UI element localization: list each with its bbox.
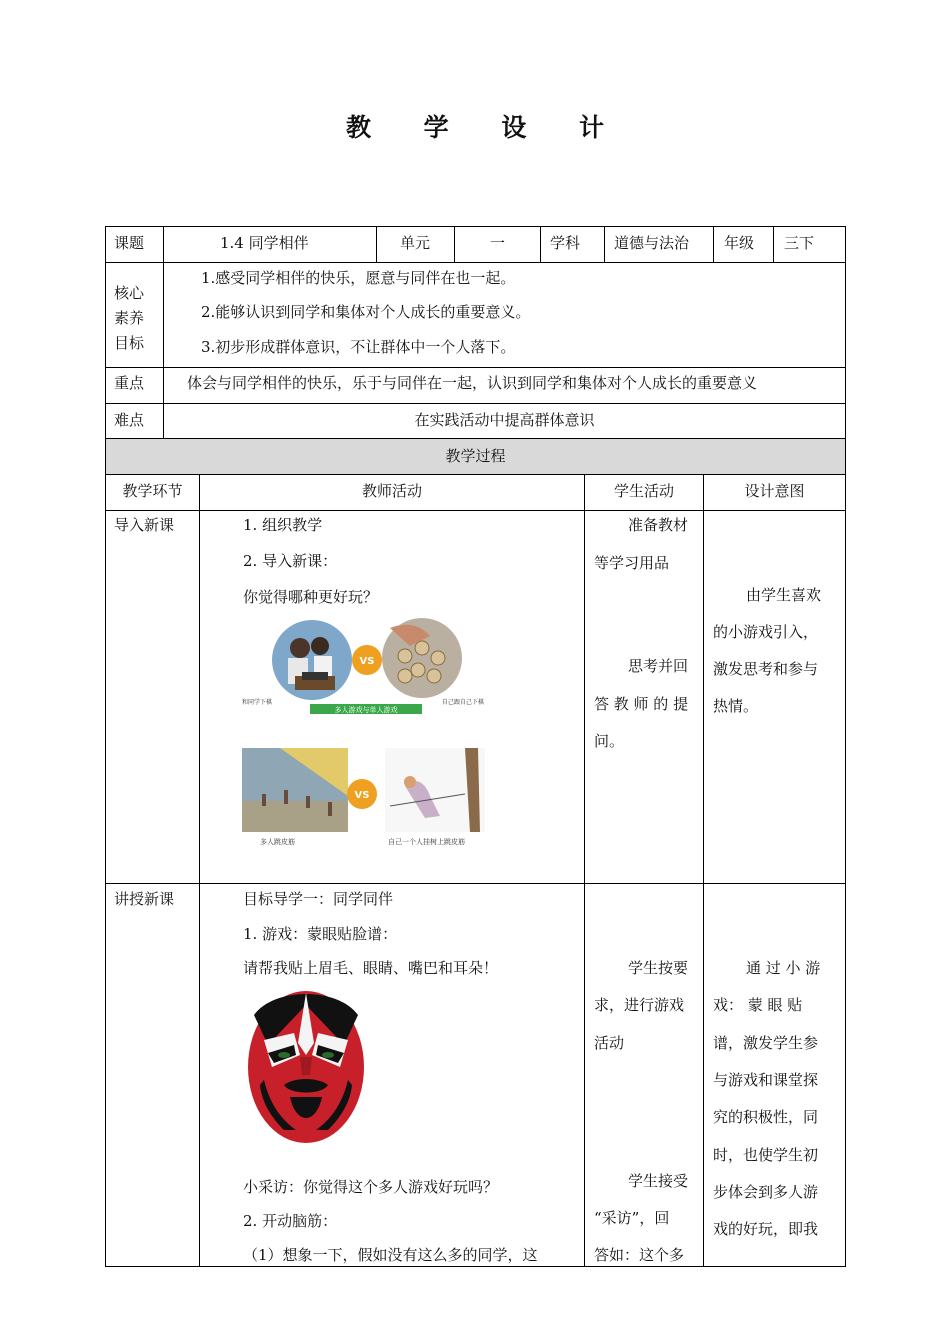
page-title: 教 学 设 计 — [345, 113, 627, 142]
student-line: 求，进行游戏 — [594, 996, 685, 1014]
student-line: 活动 — [594, 1034, 625, 1052]
student-line: 答 教 师 的 提 — [594, 695, 689, 713]
jump-rope-comparison-image — [240, 746, 490, 850]
goal-2: 2.能够认识到同学和集体对个人成长的重要意义。 — [201, 303, 531, 321]
intent-line: 时，也使学生初 — [713, 1146, 819, 1164]
label-topic: 课题 — [114, 234, 145, 252]
label-grade: 年级 — [724, 234, 755, 252]
student-line: 等学习用品 — [594, 554, 670, 572]
label-unit: 单元 — [400, 234, 431, 252]
core-label-3: 目标 — [114, 334, 145, 352]
teacher-line: 1. 组织教学 — [243, 516, 323, 534]
teacher-line: 2. 导入新课： — [243, 552, 338, 570]
vs-label: VS — [359, 656, 375, 667]
key-point-text: 体会与同学相伴的快乐，乐于与同伴在一起，认识到同学和集体对个人成长的重要意义 — [187, 374, 758, 392]
intent-line: 谱，激发学生参 — [713, 1034, 819, 1052]
intent-line: 的小游戏引入， — [713, 623, 819, 641]
image1-right-caption: 自己跟自己下棋 — [442, 699, 485, 706]
col-teacher: 教师活动 — [361, 482, 422, 500]
teacher-line: 你觉得哪种更好玩？ — [243, 588, 379, 606]
teacher-line: 1. 游戏：蒙眼贴脸谱： — [243, 925, 398, 943]
goal-3: 3.初步形成群体意识，不让群体中一个人落下。 — [201, 338, 516, 356]
col-intent: 设计意图 — [744, 482, 805, 500]
goal-1: 1.感受同学相伴的快乐，愿意与同伴在也一起。 — [201, 269, 516, 287]
teacher-line: 目标导学一：同学同伴 — [243, 890, 394, 908]
student-line: 问。 — [594, 732, 625, 750]
chess-comparison-image — [240, 618, 502, 718]
student-line: “采访”，回 — [594, 1209, 670, 1227]
unit-value: 一 — [490, 234, 506, 252]
student-line: 学生按要 — [628, 959, 689, 977]
col-student: 学生活动 — [613, 482, 674, 500]
image2-right-caption: 自己一个人挂树上跳皮筋 — [388, 838, 465, 846]
core-label-2: 素养 — [114, 309, 145, 327]
intent-line: 激发思考和参与 — [713, 660, 819, 678]
label-subject: 学科 — [550, 234, 581, 252]
intent-line: 戏： 蒙 眼 贴 — [713, 996, 803, 1014]
intent-line: 究的积极性，同 — [713, 1108, 819, 1126]
teacher-line: 2. 开动脑筋： — [243, 1212, 338, 1230]
student-line: 答如：这个多 — [594, 1246, 685, 1264]
student-line: 学生接受 — [628, 1172, 689, 1190]
student-line: 准备教材 — [628, 516, 689, 534]
core-label-1: 核心 — [114, 284, 145, 302]
teacher-line: 请帮我贴上眉毛、眼睛、嘴巴和耳朵！ — [243, 959, 499, 977]
vs-label-2: VS — [354, 790, 370, 801]
teacher-line: 小采访：你觉得这个多人游戏好玩吗？ — [243, 1178, 499, 1196]
key-point-label: 重点 — [114, 374, 145, 392]
difficulty-label: 难点 — [114, 411, 145, 429]
image2-left-caption: 多人跳皮筋 — [260, 838, 295, 846]
intent-line: 与游戏和课堂探 — [713, 1071, 819, 1089]
student-line: 思考并回 — [628, 657, 689, 675]
intent-line: 通 过 小 游 — [746, 959, 821, 977]
teacher-line: （1）想象一下，假如没有这么多的同学，这 — [243, 1246, 538, 1264]
opera-mask-image — [244, 985, 370, 1145]
intent-line: 步体会到多人游 — [713, 1183, 819, 1201]
image1-banner: 多人游戏与单人游戏 — [334, 706, 398, 714]
image1-left-caption: 和同学下棋 — [242, 699, 273, 706]
stage-intro: 导入新课 — [114, 516, 175, 534]
intent-line: 戏的好玩，即我 — [713, 1220, 819, 1238]
col-stage: 教学环节 — [122, 482, 183, 500]
intent-line: 热情。 — [713, 697, 759, 715]
intent-line: 由学生喜欢 — [746, 586, 822, 604]
difficulty-text: 在实践活动中提高群体意识 — [414, 411, 595, 429]
grade-value: 三下 — [784, 234, 815, 252]
topic-value: 1.4 同学相伴 — [220, 234, 309, 252]
process-header: 教学过程 — [445, 447, 506, 465]
stage-teaching: 讲授新课 — [114, 890, 175, 908]
subject-value: 道德与法治 — [614, 234, 690, 252]
